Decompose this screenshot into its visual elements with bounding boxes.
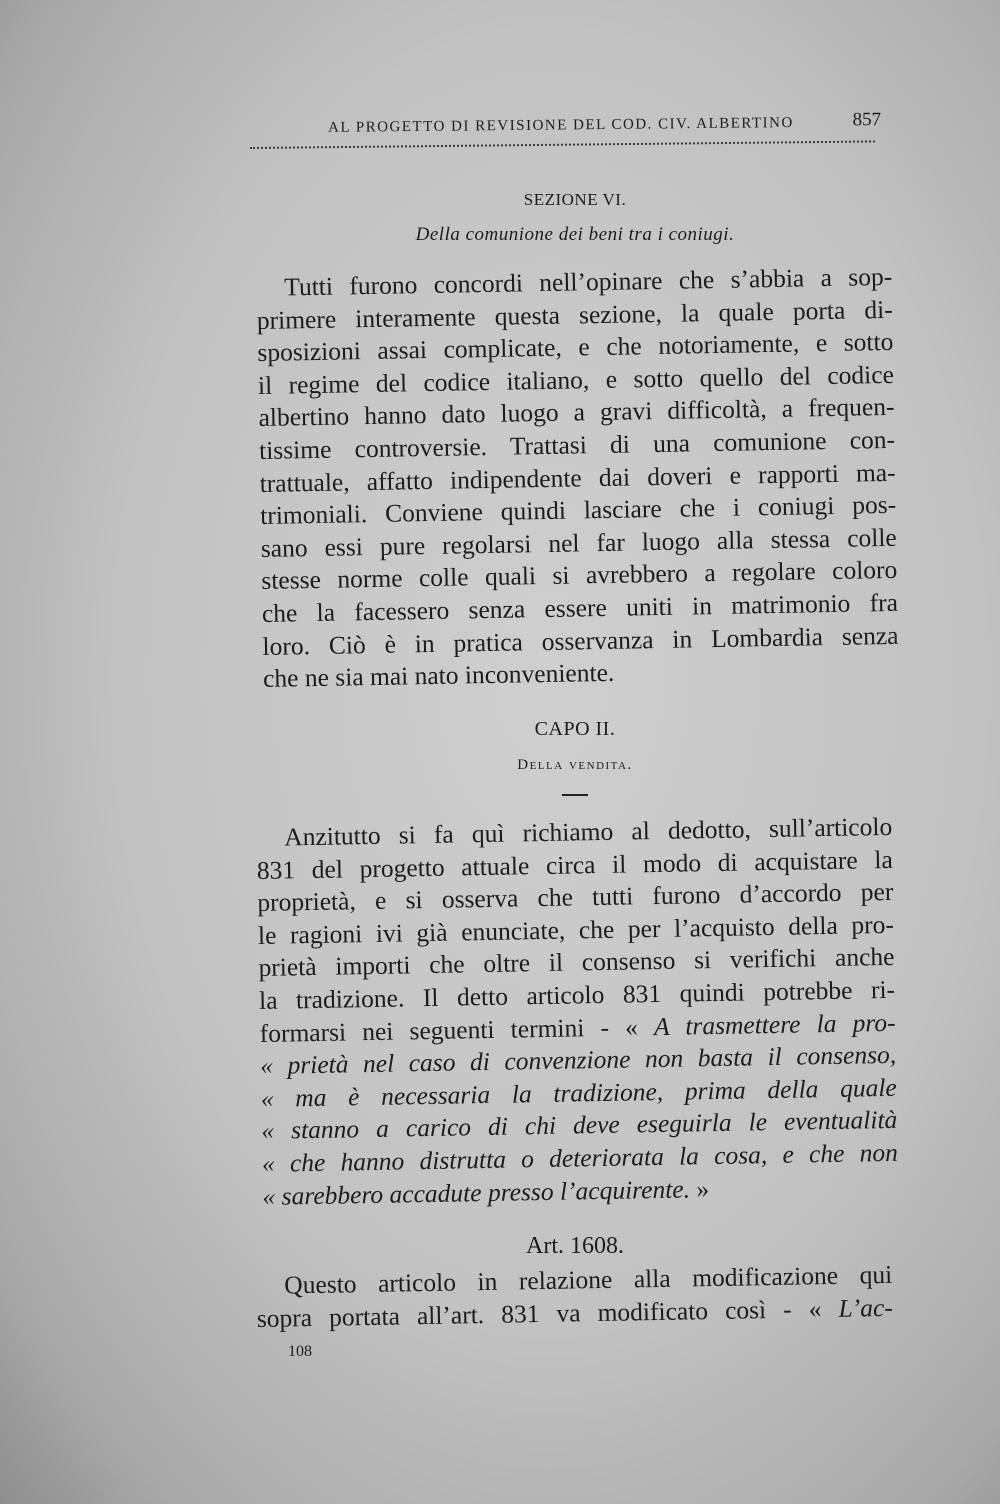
text-line: stesse norme colle quali si avrebbero a regolare coloro [261, 555, 898, 596]
text-line: albertino hanno dato luogo a gravi difficoltà, a frequen- [258, 392, 895, 433]
text-line: che ne sia mai nato inconveniente. [262, 657, 615, 694]
quote-close: » [689, 1173, 710, 1204]
article-title: Art. 1608. [526, 1233, 624, 1259]
quote-italic: L’ac- [838, 1292, 893, 1323]
quote-line: « stanno a carico di chi deve eseguirla le eventualità [261, 1105, 898, 1146]
section-subtitle: Della comunione dei beni tra i coniugi. [415, 224, 735, 245]
text-line: primere interamente questa sezione, la quale porta di- [256, 294, 893, 335]
page-number: 857 [852, 109, 882, 131]
running-head: AL PROGETTO DI REVISIONE DEL COD. CIV. ALBERTINO [328, 115, 794, 136]
text-line: il regime del codice italiano, e sotto quello del codice [257, 359, 895, 400]
text-line: le ragioni ivi già enunciate, che per l’acquisto della pro- [257, 909, 895, 950]
signature-mark: 108 [288, 1343, 312, 1360]
text-line: tissime controversie. Trattasi di una comunione con- [258, 424, 896, 465]
section-divider [562, 794, 588, 796]
text-line: Tutti furono concordi nell’opinare che s’abbia a sop- [284, 261, 893, 302]
text-line: sano essi pure regolarsi nel far luogo alla stessa colle [260, 522, 897, 563]
text-line: proprietà, e si osserva che tutti furono d’accordo per [257, 877, 894, 918]
text-line: Questo articolo in relazione alla modificazione qui [284, 1259, 893, 1300]
quote-line: « prietà nel caso di convenzione non basta il consenso, [259, 1040, 897, 1081]
text-line: sposizioni assai complicate, e che notoriamente, e sotto [257, 327, 894, 368]
section-title: SEZIONE VI. [523, 190, 627, 209]
paragraph-vendita [256, 811, 899, 1213]
text-line: Anzitutto si fa quì richiamo al dedotto, sull’articolo [284, 811, 893, 852]
paragraph-article [256, 1259, 893, 1335]
text-line: trimoniali. Conviene quindi lasciare che i coniugi pos- [259, 490, 897, 531]
text-line: trattuale, affatto indipendente dai doveri e rapporti ma- [259, 457, 896, 498]
paragraph-comunione [256, 261, 899, 696]
chapter-title: CAPO II. [534, 718, 616, 740]
text-line: loro. Ciò è in pratica osservanza in Lombardia senza [262, 620, 899, 661]
text-roman: formarsi nei seguenti termini - « [259, 1011, 655, 1048]
quote-line: « ma è necessaria la tradizione, prima della quale [260, 1072, 897, 1113]
quote-italic: « sarebbero accadute presso l’acquirente. [262, 1174, 691, 1211]
text-line: che la facessero senza essere uniti in matrimonio fra [261, 587, 899, 628]
chapter-subtitle: Della vendita. [517, 757, 633, 773]
quote-italic: A trasmettere la pro- [653, 1007, 896, 1041]
quote-line: « che hanno distrutta o deteriorata la cosa, e che non [261, 1137, 899, 1178]
text-line: 831 del progetto attuale circa il modo di acquistare la [256, 844, 893, 885]
text-roman: sopra portata all’art. 831 va modificato così - « [256, 1293, 839, 1333]
text-line: la tradizione. Il detto articolo 831 quindi potrebbe ri- [258, 974, 896, 1015]
page-header [318, 109, 883, 143]
text-line: prietà importi che oltre il consenso si verifichi anche [258, 942, 895, 983]
